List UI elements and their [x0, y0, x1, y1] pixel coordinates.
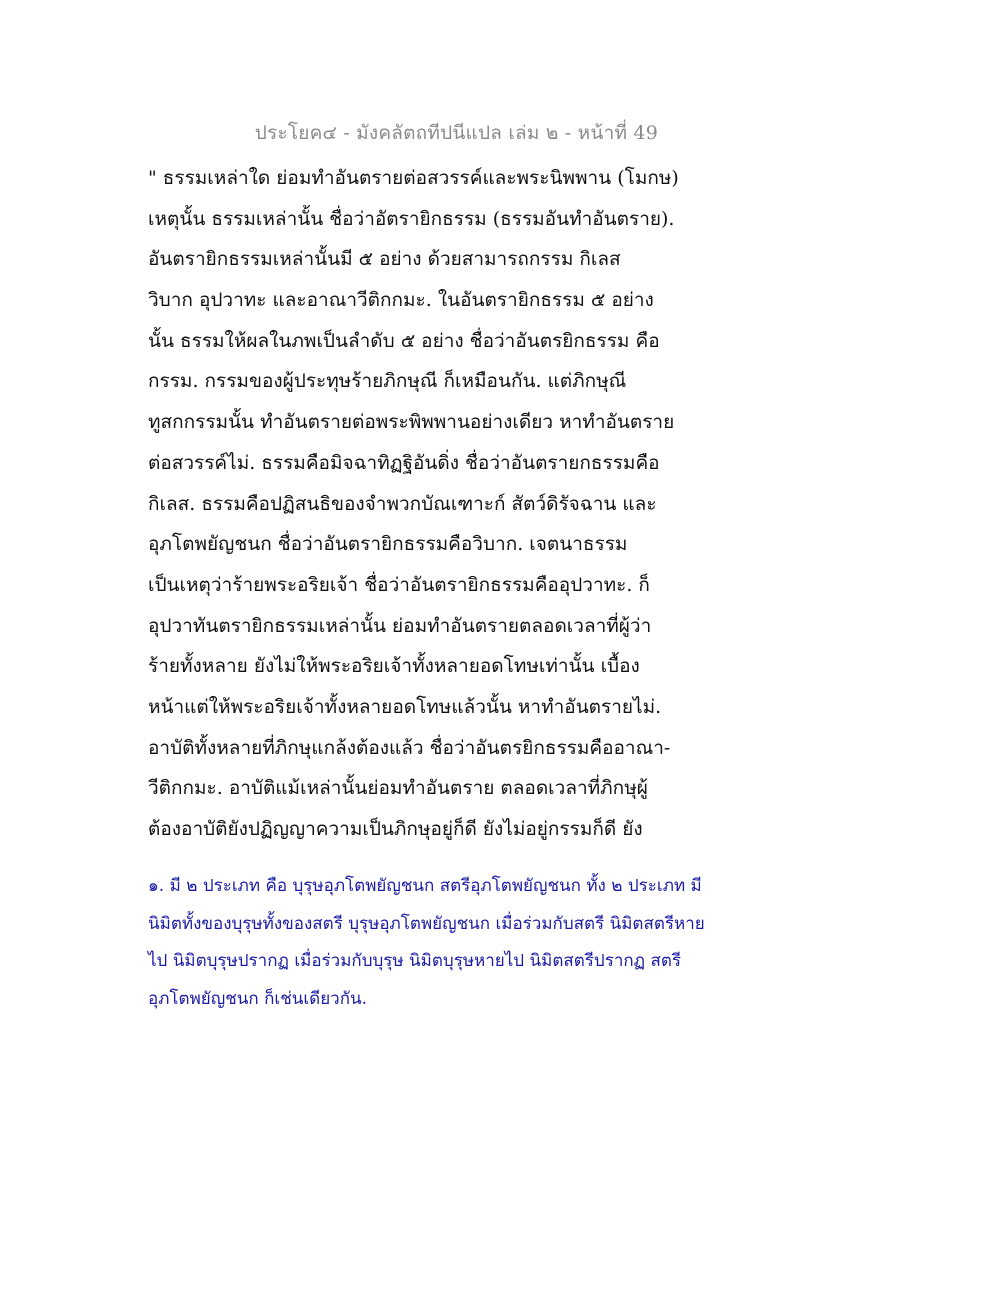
body-line: ต้องอาบัติยังปฏิญญาความเป็นภิกษุอยู่ก็ดี ยังไม่อยู่กรรมก็ดี ยัง — [148, 818, 643, 840]
body-line: อุภโตพยัญชนก ชื่อว่าอันตรายิกธรรมคือวิบาก. เจตนาธรรม — [148, 533, 628, 556]
body-line: " ธรรมเหล่าใด ย่อมทำอันตรายต่อสวรรค์และพระนิพพาน (โมกษ) — [148, 167, 679, 189]
body-line: ต่อสวรรค์ไม่. ธรรมคือมิจฉาทิฏฐิอันดิ่ง ชื่อว่าอันตรายกธรรมคือ — [148, 451, 660, 474]
body-line: ร้ายทั้งหลาย ยังไม่ให้พระอริยเจ้าทั้งหลายอดโทษเท่านั้น เบื้อง — [148, 655, 640, 678]
body-line: อาบัติทั้งหลายที่ภิกษุแกล้งต้องแล้ว ชื่อว่าอันตรยิกธรรมคืออาณา- — [148, 736, 671, 759]
footnote-line: นิมิตทั้งของบุรุษทั้งของสตรี บุรุษอุภโตพยัญชนก เมื่อร่วมกับสตรี นิมิตสตรีหาย — [148, 913, 705, 934]
body-line: หน้าแต่ให้พระอริยเจ้าทั้งหลายอดโทษแล้วนั้น หาทำอันตรายไม่. — [148, 695, 662, 718]
body-line: เป็นเหตุว่าร้ายพระอริยเจ้า ชื่อว่าอันตรายิกธรรมคืออุปวาทะ. ก็ — [148, 573, 650, 596]
body-line: เหตุนั้น ธรรมเหล่านั้น ชื่อว่าอัตรายิกธรรม (ธรรมอันทำอันตราย). — [148, 207, 675, 230]
body-line: อันตรายิกธรรมเหล่านั้นมี ๕ อย่าง ด้วยสามารถกรรม กิเลส — [148, 248, 621, 271]
body-line: วีติกกมะ. อาบัติแม้เหล่านั้นย่อมทำอันตราย ตลอดเวลาที่ภิกษุผู้ — [148, 777, 648, 800]
body-line: กิเลส. ธรรมคือปฏิสนธิของจำพวกบัณเฑาะก์ สัตว์ดิรัจฉาน และ — [148, 492, 657, 515]
footnote-line: อุภโตพยัญชนก ก็เช่นเดียวกัน. — [148, 989, 368, 1010]
main-body-text — [148, 158, 688, 850]
body-line: ทูสกกรรมนั้น ทำอันตรายต่อพระพิพพานอย่างเดียว หาทำอันตราย — [148, 411, 675, 434]
footnote-line: ๑. มี ๒ ประเภท คือ บุรุษอุภโตพยัญชนก สตรีอุภโตพยัญชนก ทั้ง ๒ ประเภท มี — [148, 876, 702, 896]
body-line: นั้น ธรรมให้ผลในภพเป็นลำดับ ๕ อย่าง ชื่อว่าอันตรยิกธรรม คือ — [148, 329, 660, 352]
footnote — [148, 868, 748, 1019]
footnote-line: ไป นิมิตบุรุษปรากฏ เมื่อร่วมกับบุรุษ นิมิตบุรุษหายไป นิมิตสตรีปรากฏ สตรี — [148, 951, 682, 972]
running-head: ประโยค๔ - มังคลัตถทีปนีแปล เล่ม ๒ - หน้าที่ 49 — [254, 122, 658, 144]
body-line: วิบาก อุปวาทะ และอาณาวีติกกมะ. ในอันตรายิกธรรม ๕ อย่าง — [148, 289, 654, 312]
body-line: กรรม. กรรมของผู้ประทุษร้ายภิกษุณี ก็เหมือนกัน. แต่ภิกษุณี — [148, 370, 627, 393]
body-line: อุปวาทันตรายิกธรรมเหล่านั้น ย่อมทำอันตรายตลอดเวลาที่ผู้ว่า — [148, 614, 652, 637]
